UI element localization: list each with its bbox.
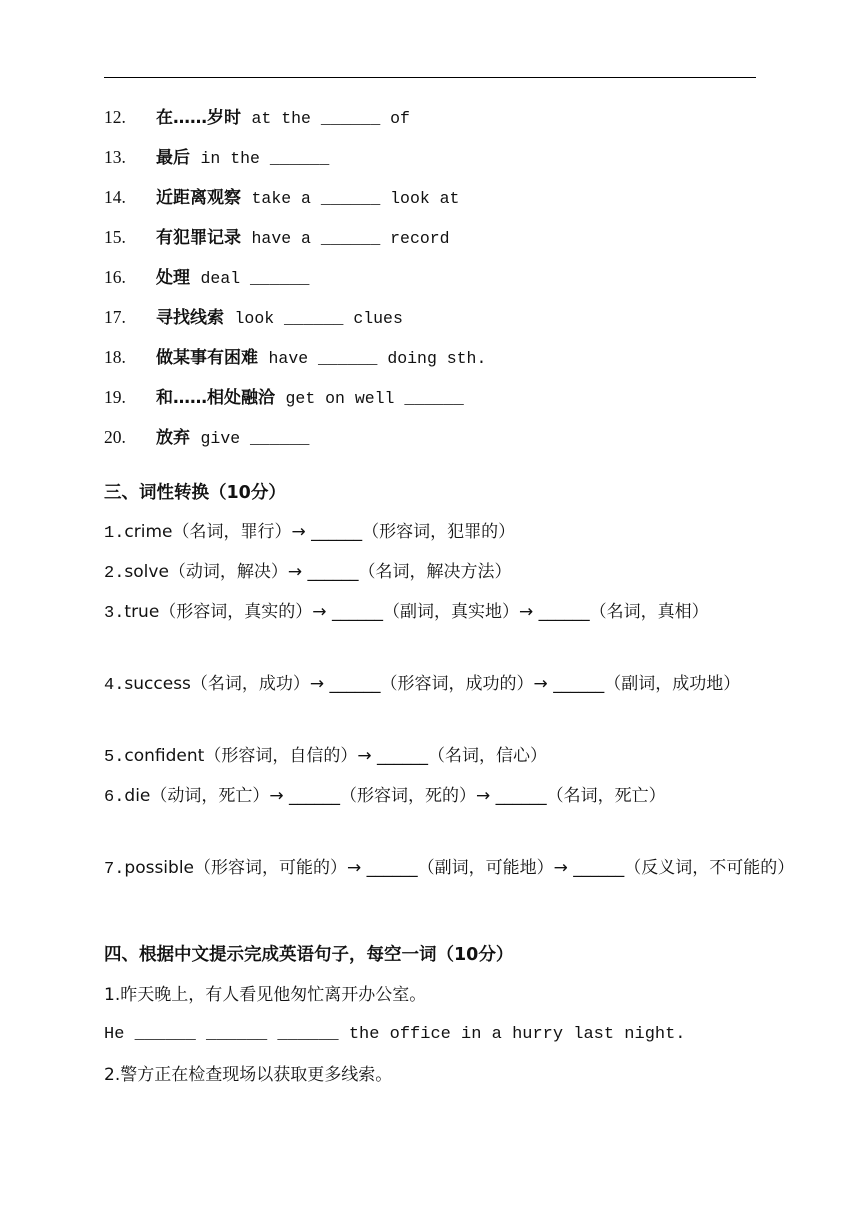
phrase-item bbox=[104, 184, 459, 210]
phrase-item bbox=[104, 384, 464, 410]
phrase-chinese: 近距离观察 bbox=[156, 188, 241, 208]
phrase-chinese: 和……相处融洽 bbox=[156, 388, 275, 408]
phrase-number: 17. bbox=[104, 307, 126, 327]
phrase-item bbox=[104, 104, 410, 130]
phrase-number: 12. bbox=[104, 107, 126, 127]
question-chinese: 2.警方正在检查现场以获取更多线索。 bbox=[104, 1065, 393, 1085]
phrase-number: 14. bbox=[104, 187, 126, 207]
phrase-english: take a ______ look at bbox=[251, 189, 460, 208]
phrase-english: have a ______ record bbox=[251, 229, 450, 248]
phrase-item bbox=[104, 144, 329, 170]
phrase-english: look ______ clues bbox=[234, 309, 403, 328]
header-rule bbox=[104, 77, 756, 78]
phrase-number: 16. bbox=[104, 267, 126, 287]
item-text: solve（动词，解决）→ ______（名词，解决方法） bbox=[124, 562, 512, 582]
item-number: 1. bbox=[104, 524, 125, 543]
item-number: 3. bbox=[104, 604, 125, 623]
item-number: 2. bbox=[104, 564, 125, 583]
phrase-number: 18. bbox=[104, 347, 126, 367]
exercise-item bbox=[104, 557, 768, 589]
question-chinese: 1.昨天晚上，有人看见他匆忙离开办公室。 bbox=[104, 985, 427, 1005]
section-heading: 四、根据中文提示完成英语句子，每空一词（10分） bbox=[104, 945, 514, 965]
item-text: die（动词，死亡）→ ______（形容词，死的）→ ______（名词，死亡） bbox=[124, 786, 666, 806]
phrase-english: at the ______ of bbox=[251, 109, 410, 128]
phrase-english: have ______ doing sth. bbox=[268, 349, 487, 368]
section-heading: 三、词性转换（10分） bbox=[104, 483, 286, 503]
phrase-english: deal ______ bbox=[200, 269, 310, 288]
exercise-item bbox=[104, 517, 768, 549]
item-text: crime（名词，罪行）→ ______（形容词，犯罪的） bbox=[124, 522, 516, 542]
phrase-english: give ______ bbox=[200, 429, 310, 448]
item-number: 7. bbox=[104, 860, 125, 879]
item-number: 6. bbox=[104, 788, 125, 807]
phrase-chinese: 寻找线索 bbox=[156, 308, 224, 328]
phrase-item bbox=[104, 224, 450, 250]
item-number: 5. bbox=[104, 748, 125, 767]
phrase-chinese: 在……岁时 bbox=[156, 108, 241, 128]
exercise-item bbox=[104, 781, 789, 813]
phrase-item bbox=[104, 304, 403, 330]
item-text: possible（形容词，可能的）→ ______（副词，可能地）→ ______（反义词，不可能的） bbox=[124, 858, 795, 878]
exercise-item bbox=[104, 597, 789, 629]
item-text: confident（形容词，自信的）→ ______（名词，信心） bbox=[124, 746, 547, 766]
phrase-english: get on well ______ bbox=[285, 389, 464, 408]
phrase-number: 20. bbox=[104, 427, 126, 447]
question-english-blank: He ______ ______ ______ the office in a hurry last night. bbox=[104, 1025, 686, 1044]
phrase-number: 15. bbox=[104, 227, 126, 247]
phrase-chinese: 最后 bbox=[156, 148, 190, 168]
exercise-item bbox=[104, 669, 789, 701]
phrase-item bbox=[104, 264, 309, 290]
item-number: 4. bbox=[104, 676, 125, 695]
item-text: true（形容词，真实的）→ ______（副词，真实地）→ ______（名词，真相） bbox=[124, 602, 709, 622]
phrase-english: in the ______ bbox=[200, 149, 330, 168]
phrase-number: 13. bbox=[104, 147, 126, 167]
phrase-chinese: 有犯罪记录 bbox=[156, 228, 241, 248]
exercise-item bbox=[104, 741, 768, 773]
phrase-item bbox=[104, 424, 309, 450]
phrase-chinese: 放弃 bbox=[156, 428, 190, 448]
phrase-chinese: 处理 bbox=[156, 268, 190, 288]
phrase-number: 19. bbox=[104, 387, 126, 407]
item-text: success（名词，成功）→ ______（形容词，成功的）→ ______（副词，成功地） bbox=[124, 674, 741, 694]
exercise-item bbox=[104, 853, 795, 885]
phrase-chinese: 做某事有困难 bbox=[156, 348, 258, 368]
phrase-item bbox=[104, 344, 486, 370]
